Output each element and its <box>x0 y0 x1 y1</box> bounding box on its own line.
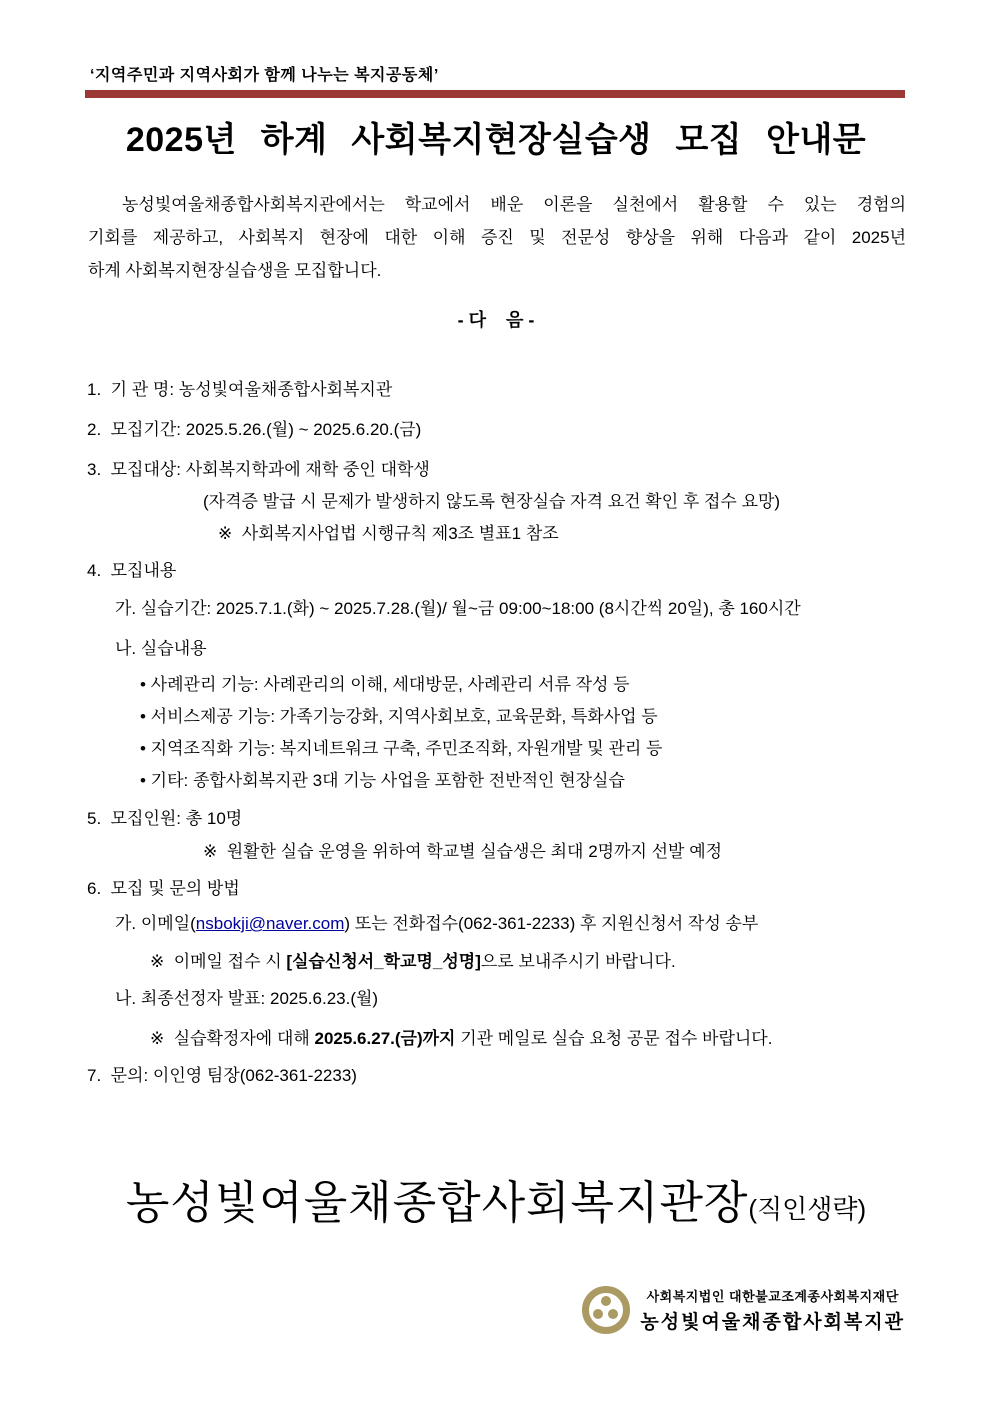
slogan-text: ‘지역주민과 지역사회가 함께 나누는 복지공동체’ <box>90 67 439 84</box>
footer-logo-block <box>582 1286 905 1334</box>
official-letter-note-suffix: 기관 메일로 실습 요청 공문 접수 바랍니다. <box>455 1029 773 1048</box>
official-letter-note-deadline: 2025.6.27.(금)까지 <box>314 1029 456 1048</box>
practice-content-line: 나. 실습내용 <box>115 639 207 658</box>
page-title: 2025년 하계 사회복지현장실습생 모집 안내문 <box>125 121 867 159</box>
intro-paragraph <box>88 188 906 287</box>
intro-line-1: 농성빛여울채종합사회복지관에서는 학교에서 배운 이론을 실천에서 활용할 수 있는 경험의 <box>122 195 906 214</box>
footer-foundation-name: 사회복지법인 대한불교조계종사회복지재단 <box>646 1289 899 1304</box>
list-item-recruit-target: 3. 모집대상: 사회복지학과에 재학 중인 대학생 <box>87 460 430 479</box>
recruit-target-note: (자격증 발급 시 문제가 발생하지 않도록 현장실습 자격 요건 확인 후 접수 요망) <box>203 492 781 511</box>
list-item-recruit-count: 5. 모집인원: 총 10명 <box>87 809 243 828</box>
email-format-note-suffix: 으로 보내주시기 바랍니다. <box>480 952 676 971</box>
daum-separator-label: - 다 음 - <box>457 310 535 330</box>
signature-stamp-note: (직인생략) <box>748 1194 867 1224</box>
recruit-count-note: ※ 원활한 실습 운영을 위하여 학교별 실습생은 최대 2명까지 선발 예정 <box>203 842 723 861</box>
logo-dot-left <box>593 1309 603 1319</box>
email-format-note-prefix: ※ 이메일 접수 시 <box>150 952 287 971</box>
official-letter-note-prefix: ※ 실습확정자에 대해 <box>150 1029 315 1048</box>
bullet-service-provision: • 서비스제공 기능: 가족기능강화, 지역사회보호, 교육문화, 특화사업 등 <box>140 707 658 726</box>
list-item-apply-method: 6. 모집 및 문의 방법 <box>87 879 240 898</box>
list-item-contact: 7. 문의: 이인영 팀장(062-361-2233) <box>87 1066 357 1085</box>
official-letter-note <box>150 1027 772 1050</box>
logo-dot-right <box>608 1309 618 1319</box>
recruit-target-reference-note: ※ 사회복지사업법 시행규칙 제3조 별표1 참조 <box>218 524 559 543</box>
apply-method-email-line <box>115 912 758 935</box>
bullet-community-organizing: • 지역조직화 기능: 복지네트워크 구축, 주민조직화, 자원개발 및 관리 등 <box>140 739 663 758</box>
signature-block <box>0 1166 992 1231</box>
email-format-note <box>150 950 676 973</box>
three-dots-seal-icon <box>582 1286 630 1334</box>
apply-method-email-prefix: 가. 이메일( <box>115 914 196 933</box>
apply-method-email-suffix: ) 또는 전화접수(062-361-2233) 후 지원신청서 작성 송부 <box>344 914 759 933</box>
list-item-recruit-period: 2. 모집기간: 2025.5.26.(월) ~ 2025.6.20.(금) <box>87 420 422 439</box>
footer-text-block <box>640 1286 905 1334</box>
bullet-case-management: • 사례관리 기능: 사례관리의 이해, 세대방문, 사례관리 서류 작성 등 <box>140 675 630 694</box>
header-divider-bar <box>85 90 905 98</box>
list-item-recruit-content: 4. 모집내용 <box>87 561 177 580</box>
practice-period-line: 가. 실습기간: 2025.7.1.(화) ~ 2025.7.28.(월)/ 월~금 09:00~18:00 (8시간씩 20일), 총 160시간 <box>115 599 801 618</box>
intro-line-2: 기회를 제공하고, 사회복지 현장에 대한 이해 증진 및 전문성 향상을 위해 다음과 같이 2025년 <box>88 228 906 247</box>
email-link[interactable]: nsbokji@naver.com <box>195 914 345 933</box>
final-selection-line: 나. 최종선정자 발표: 2025.6.23.(월) <box>115 989 379 1008</box>
footer-center-name: 농성빛여울채종합사회복지관 <box>640 1312 905 1333</box>
signature-name: 농성빛여울채종합사회복지관장 <box>125 1177 749 1228</box>
list-item-institution: 1. 기 관 명: 농성빛여울채종합사회복지관 <box>87 380 393 399</box>
intro-line-3: 하계 사회복지현장실습생을 모집합니다. <box>88 261 382 280</box>
bullet-etc: • 기타: 종합사회복지관 3대 기능 사업을 포함한 전반적인 현장실습 <box>140 771 625 790</box>
logo-dot-top <box>601 1296 611 1306</box>
email-format-note-filename: [실습신청서_학교명_성명] <box>286 952 481 971</box>
